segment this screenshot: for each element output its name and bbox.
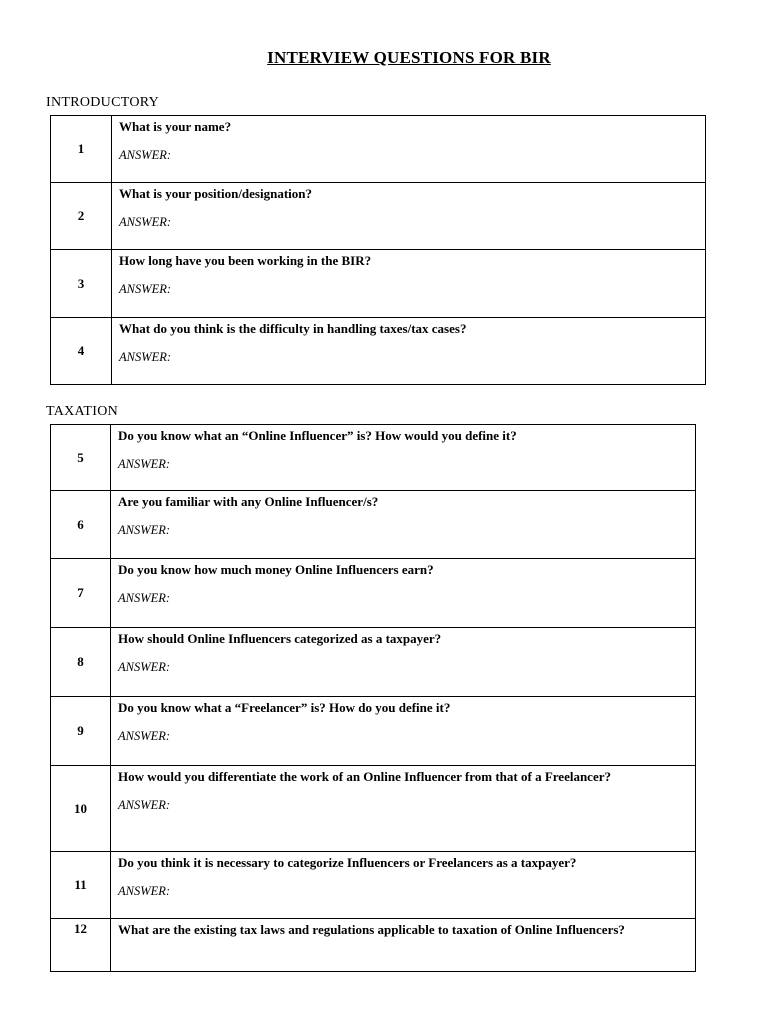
question-cell[interactable] <box>111 919 696 972</box>
question-cell[interactable] <box>112 250 706 318</box>
question-number: 9 <box>51 697 111 766</box>
table-row <box>51 697 696 766</box>
answer-label: ANSWER: <box>118 660 171 674</box>
answer-label: ANSWER: <box>118 798 171 812</box>
question-number: 12 <box>51 919 111 972</box>
table-row <box>51 183 706 250</box>
question-cell[interactable] <box>112 318 706 385</box>
question-number: 7 <box>51 559 111 628</box>
question-cell[interactable] <box>112 116 706 183</box>
question-number: 6 <box>51 491 111 559</box>
question-cell[interactable] <box>112 183 706 250</box>
question-number: 8 <box>51 628 111 697</box>
table-row <box>51 250 706 318</box>
section-label-taxation: TAXATION <box>46 404 119 419</box>
answer-label: ANSWER: <box>118 523 171 537</box>
section-label-introductory: INTRODUCTORY <box>46 95 160 110</box>
answer-label: ANSWER: <box>118 591 171 605</box>
question-number: 2 <box>51 183 112 250</box>
table-row <box>51 852 696 919</box>
question-text: What is your name? <box>119 119 232 134</box>
answer-label: ANSWER: <box>118 729 171 743</box>
question-number: 5 <box>51 425 111 491</box>
question-number: 11 <box>51 852 111 919</box>
table-row <box>51 628 696 697</box>
question-text: Do you know how much money Online Influencers earn? <box>118 562 434 577</box>
table-row <box>51 559 696 628</box>
table-row <box>51 116 706 183</box>
table-row <box>51 318 706 385</box>
question-cell[interactable] <box>111 766 696 852</box>
table-row <box>51 425 696 491</box>
answer-label: ANSWER: <box>118 457 171 471</box>
table-row <box>51 919 696 972</box>
question-number: 3 <box>51 250 112 318</box>
question-text: Do you think it is necessary to categorize Influencers or Freelancers as a taxpayer? <box>118 855 577 870</box>
answer-label: ANSWER: <box>119 148 172 162</box>
question-number: 4 <box>51 318 112 385</box>
question-text: Do you know what an “Online Influencer” is? How would you define it? <box>118 428 517 443</box>
question-text: How long have you been working in the BIR? <box>119 253 372 268</box>
question-cell[interactable] <box>111 852 696 919</box>
answer-label: ANSWER: <box>119 282 172 296</box>
table-row <box>51 491 696 559</box>
question-number: 1 <box>51 116 112 183</box>
table-row <box>51 766 696 852</box>
document-title: INTERVIEW QUESTIONS FOR BIR <box>267 48 551 67</box>
question-text: How would you differentiate the work of an Online Influencer from that of a Freelancer? <box>118 769 611 784</box>
taxation-table <box>50 424 696 972</box>
question-cell[interactable] <box>111 491 696 559</box>
question-text: How should Online Influencers categorized as a taxpayer? <box>118 631 442 646</box>
question-text: What do you think is the difficulty in handling taxes/tax cases? <box>119 321 467 336</box>
question-number: 10 <box>51 766 111 852</box>
question-text: Do you know what a “Freelancer” is? How do you define it? <box>118 700 451 715</box>
question-cell[interactable] <box>111 559 696 628</box>
answer-label: ANSWER: <box>119 215 172 229</box>
answer-label: ANSWER: <box>119 350 172 364</box>
question-text: What are the existing tax laws and regulations applicable to taxation of Online Influencers? <box>118 922 625 937</box>
question-cell[interactable] <box>111 697 696 766</box>
answer-label: ANSWER: <box>118 884 171 898</box>
question-cell[interactable] <box>111 425 696 491</box>
question-cell[interactable] <box>111 628 696 697</box>
question-text: Are you familiar with any Online Influencer/s? <box>118 494 379 509</box>
introductory-table <box>50 115 706 385</box>
question-text: What is your position/designation? <box>119 186 313 201</box>
